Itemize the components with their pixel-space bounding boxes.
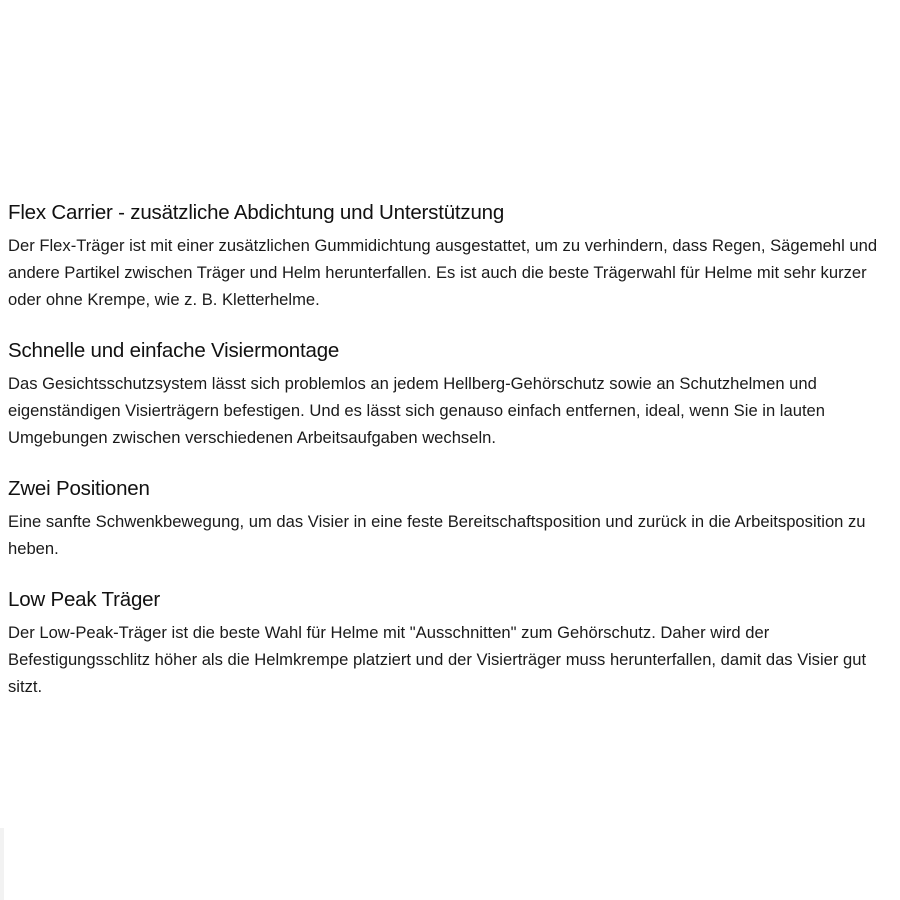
feature-description: Der Low-Peak-Träger ist die beste Wahl für Helme mit "Ausschnitten" zum Gehörschutz. Daher wird der Befestigungsschlitz höher als die Helmkrempe platziert und der Visierträger muss herunterfallen, damit das Visier gut sitzt. [8, 623, 867, 696]
feature-description: Das Gesichtsschutzsystem lässt sich problemlos an jedem Hellberg-Gehörschutz sowie an Schutzhelmen und eigenständigen Visierträgern befestigen. Und es lässt sich genauso einfach entfernen, ideal, wenn Sie in lauten Umgebungen zwischen verschiedenen Arbeitsaufgaben wechseln. [8, 374, 826, 447]
feature-heading: Low Peak Träger [8, 588, 160, 611]
feature-section-visor-mounting [8, 336, 894, 451]
feature-description: Eine sanfte Schwenkbewegung, um das Visier in eine feste Bereitschaftsposition und zurück in die Arbeitsposition zu heben. [8, 512, 866, 558]
feature-heading: Zwei Positionen [8, 477, 150, 500]
feature-description: Der Flex-Träger ist mit einer zusätzlichen Gummidichtung ausgestattet, um zu verhindern, dass Regen, Sägemehl und andere Partikel zwischen Träger und Helm herunterfallen. Es ist auch die beste Trägerwahl für Helme mit sehr kurzer oder ohne Krempe, wie z. B. Kletterhelme. [8, 236, 878, 309]
feature-section-flex-carrier [8, 198, 894, 313]
feature-section-two-positions [8, 474, 894, 562]
page-edge-divider [0, 828, 4, 900]
feature-heading: Flex Carrier - zusätzliche Abdichtung und Unterstützung [8, 201, 505, 224]
feature-heading: Schnelle und einfache Visiermontage [8, 339, 340, 362]
feature-section-low-peak-carrier [8, 585, 894, 700]
product-feature-list [8, 198, 894, 700]
